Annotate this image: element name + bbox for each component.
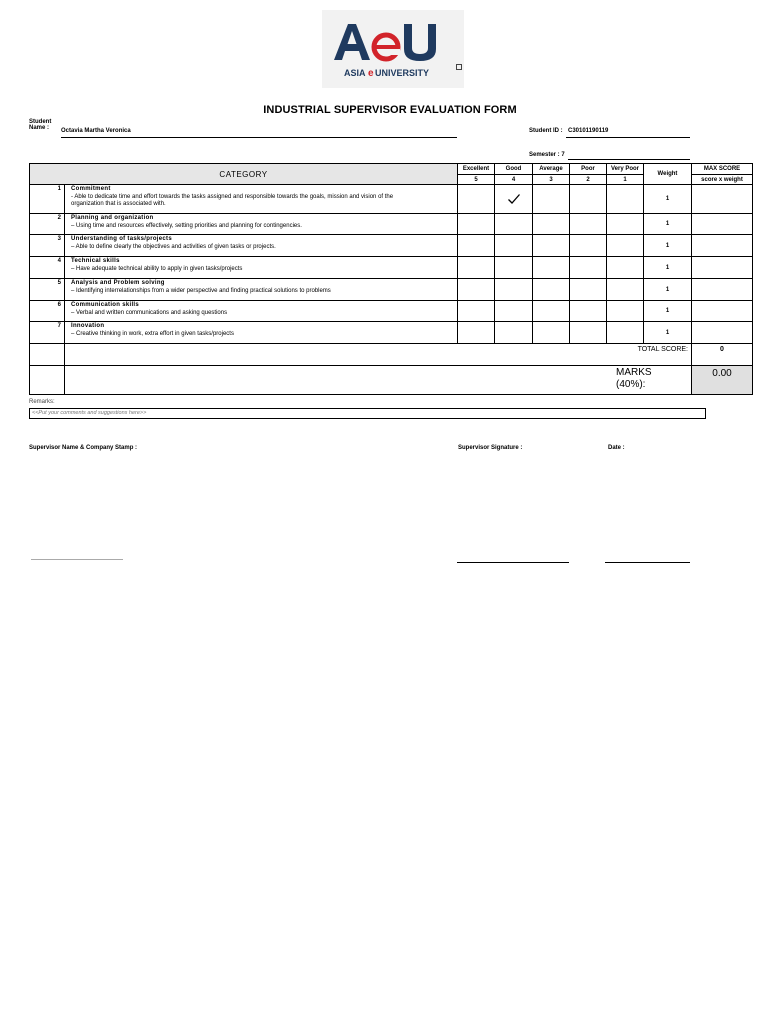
student-id-value: C30101190119 (568, 128, 609, 134)
remarks-label: Remarks: (29, 399, 55, 405)
checkmark-icon (507, 193, 521, 205)
supervisor-name-line[interactable] (31, 559, 123, 560)
rating-header-poor: Poor (570, 164, 607, 175)
rating-cell-good[interactable] (495, 322, 533, 344)
rating-cell-average[interactable] (533, 235, 570, 257)
criterion-title: Communication skills (71, 302, 140, 308)
rating-cell-very-poor[interactable] (607, 214, 644, 235)
supervisor-signature-line[interactable] (457, 562, 569, 563)
rating-score-5: 5 (458, 175, 495, 185)
criterion-title: Technical skills (71, 258, 120, 264)
svg-text:ASIA: ASIA (344, 68, 366, 78)
rating-header-very-poor: Very Poor (607, 164, 644, 175)
student-id-label: Student ID : (529, 128, 563, 134)
weight-value: 1 (644, 279, 692, 301)
semester-label: Semester : 7 (529, 152, 565, 158)
rating-header-average: Average (533, 164, 570, 175)
date-label: Date : (608, 445, 625, 451)
rating-cell-good[interactable] (495, 214, 533, 235)
rating-header-good: Good (495, 164, 533, 175)
rating-cell-excellent[interactable] (458, 257, 495, 279)
rating-cell-average[interactable] (533, 279, 570, 301)
university-logo (322, 10, 464, 88)
category-header: CATEGORY (30, 164, 458, 185)
rating-cell-average[interactable] (533, 257, 570, 279)
weight-value: 1 (644, 235, 692, 257)
criterion-detail: – Verbal and written communications and asking questions (71, 309, 228, 316)
svg-text:UNIVERSITY: UNIVERSITY (375, 68, 430, 78)
total-score-label: TOTAL SCORE: (65, 344, 692, 366)
total-score-value: 0 (692, 344, 753, 366)
max-score-cell[interactable] (692, 279, 753, 301)
rating-cell-excellent[interactable] (458, 322, 495, 344)
rating-score-3: 3 (533, 175, 570, 185)
rating-cell-poor[interactable] (570, 322, 607, 344)
rating-cell-good[interactable] (495, 257, 533, 279)
rating-cell-poor[interactable] (570, 235, 607, 257)
empty-cell (30, 366, 65, 395)
criterion-title: Innovation (71, 323, 105, 329)
weight-value: 1 (644, 301, 692, 322)
rating-score-2: 2 (570, 175, 607, 185)
criterion-description (65, 257, 458, 279)
max-score-cell[interactable] (692, 235, 753, 257)
rating-score-4: 4 (495, 175, 533, 185)
criterion-description (65, 279, 458, 301)
rating-cell-poor[interactable] (570, 257, 607, 279)
table-row (30, 235, 753, 257)
marks-label-line1: MARKS (616, 367, 652, 378)
total-score-row (30, 344, 753, 366)
criterion-detail: – Have adequate technical ability to apply in given tasks/projects (71, 265, 243, 272)
criterion-description (65, 301, 458, 322)
rating-cell-very-poor[interactable] (607, 235, 644, 257)
rating-cell-very-poor[interactable] (607, 301, 644, 322)
evaluation-table (29, 163, 753, 395)
max-score-cell[interactable] (692, 322, 753, 344)
rating-header-excellent: Excellent (458, 164, 495, 175)
rating-cell-poor[interactable] (570, 301, 607, 322)
rating-cell-very-poor[interactable] (607, 322, 644, 344)
rating-cell-very-poor[interactable] (607, 185, 644, 214)
rating-cell-excellent[interactable] (458, 185, 495, 214)
rating-cell-excellent[interactable] (458, 279, 495, 301)
row-number: 7 (30, 322, 65, 344)
table-row (30, 257, 753, 279)
criterion-description (65, 322, 458, 344)
criterion-description (65, 185, 458, 214)
criterion-title: Commitment (71, 186, 111, 192)
row-number: 2 (30, 214, 65, 235)
rating-cell-average[interactable] (533, 301, 570, 322)
empty-cell (30, 344, 65, 366)
rating-cell-very-poor[interactable] (607, 257, 644, 279)
remarks-input[interactable]: <<Put your comments and suggestions here>> (29, 408, 706, 419)
weight-header: Weight (644, 164, 692, 185)
marks-row (30, 366, 753, 395)
max-score-cell[interactable] (692, 301, 753, 322)
rating-cell-poor[interactable] (570, 185, 607, 214)
table-row (30, 322, 753, 344)
rating-cell-poor[interactable] (570, 214, 607, 235)
table-row (30, 279, 753, 301)
table-row (30, 214, 753, 235)
criterion-detail: organization that is associated with. (71, 201, 166, 207)
table-row (30, 301, 753, 322)
rating-cell-good[interactable] (495, 301, 533, 322)
supervisor-signature-label: Supervisor Signature : (458, 445, 523, 451)
rating-cell-average[interactable] (533, 185, 570, 214)
max-score-cell[interactable] (692, 257, 753, 279)
row-number: 5 (30, 279, 65, 301)
row-number: 6 (30, 301, 65, 322)
weight-value: 1 (644, 257, 692, 279)
rating-cell-very-poor[interactable] (607, 279, 644, 301)
student-label-line1: Student (29, 119, 52, 125)
rating-cell-good[interactable] (495, 235, 533, 257)
row-number: 4 (30, 257, 65, 279)
row-number: 1 (30, 185, 65, 214)
weight-value: 1 (644, 185, 692, 214)
weight-value: 1 (644, 214, 692, 235)
svg-text:e: e (368, 68, 374, 79)
row-number: 3 (30, 235, 65, 257)
marks-label (65, 366, 692, 395)
student-label (29, 119, 51, 131)
rating-cell-poor[interactable] (570, 279, 607, 301)
rating-cell-good[interactable] (495, 185, 533, 214)
criterion-description (65, 235, 458, 257)
table-row (30, 185, 753, 214)
max-score-cell[interactable] (692, 214, 753, 235)
criterion-detail: – Able to define clearly the objectives and activities of given tasks or projects. (71, 243, 276, 250)
criterion-detail: – Creative thinking in work, extra effort in given tasks/projects (71, 330, 234, 337)
rating-cell-average[interactable] (533, 214, 570, 235)
criterion-detail: – Using time and resources effectively, setting priorities and planning for contingencies. (71, 222, 302, 229)
semester-underline (568, 159, 690, 160)
rating-cell-excellent[interactable] (458, 235, 495, 257)
criterion-title: Planning and organization (71, 215, 154, 221)
weight-value: 1 (644, 322, 692, 344)
criterion-detail: - Able to dedicate time and effort towards the tasks assigned and responsible towards the goals, mission and vision of the (71, 193, 394, 200)
rating-score-1: 1 (607, 175, 644, 185)
supervisor-name-label: Supervisor Name & Company Stamp : (29, 445, 138, 451)
marks-label-line2: (40%): (616, 379, 646, 390)
student-name-underline (61, 137, 457, 138)
logo-registered-mark (456, 64, 462, 70)
rating-cell-good[interactable] (495, 279, 533, 301)
table-header-row (30, 164, 753, 175)
rating-cell-average[interactable] (533, 322, 570, 344)
max-score-header: MAX SCORE (692, 164, 753, 175)
max-score-cell[interactable] (692, 185, 753, 214)
criterion-description (65, 214, 458, 235)
rating-cell-excellent[interactable] (458, 214, 495, 235)
student-label-line2: Name : (29, 125, 50, 131)
date-line[interactable] (605, 562, 690, 563)
form-title: INDUSTRIAL SUPERVISOR EVALUATION FORM (263, 104, 517, 116)
criterion-title: Analysis and Problem solving (71, 280, 165, 286)
marks-value: 0.00 (692, 366, 753, 395)
rating-cell-excellent[interactable] (458, 301, 495, 322)
student-name: Octavia Martha Veronica (61, 128, 131, 134)
criterion-title: Understanding of tasks/projects (71, 236, 172, 242)
criterion-detail: – Identifying interrelationships from a wider perspective and finding practical solutions to problems (71, 287, 331, 294)
max-score-subheader: score x weight (692, 175, 753, 185)
student-id-underline (566, 137, 690, 138)
aeu-logo-icon (322, 10, 464, 88)
